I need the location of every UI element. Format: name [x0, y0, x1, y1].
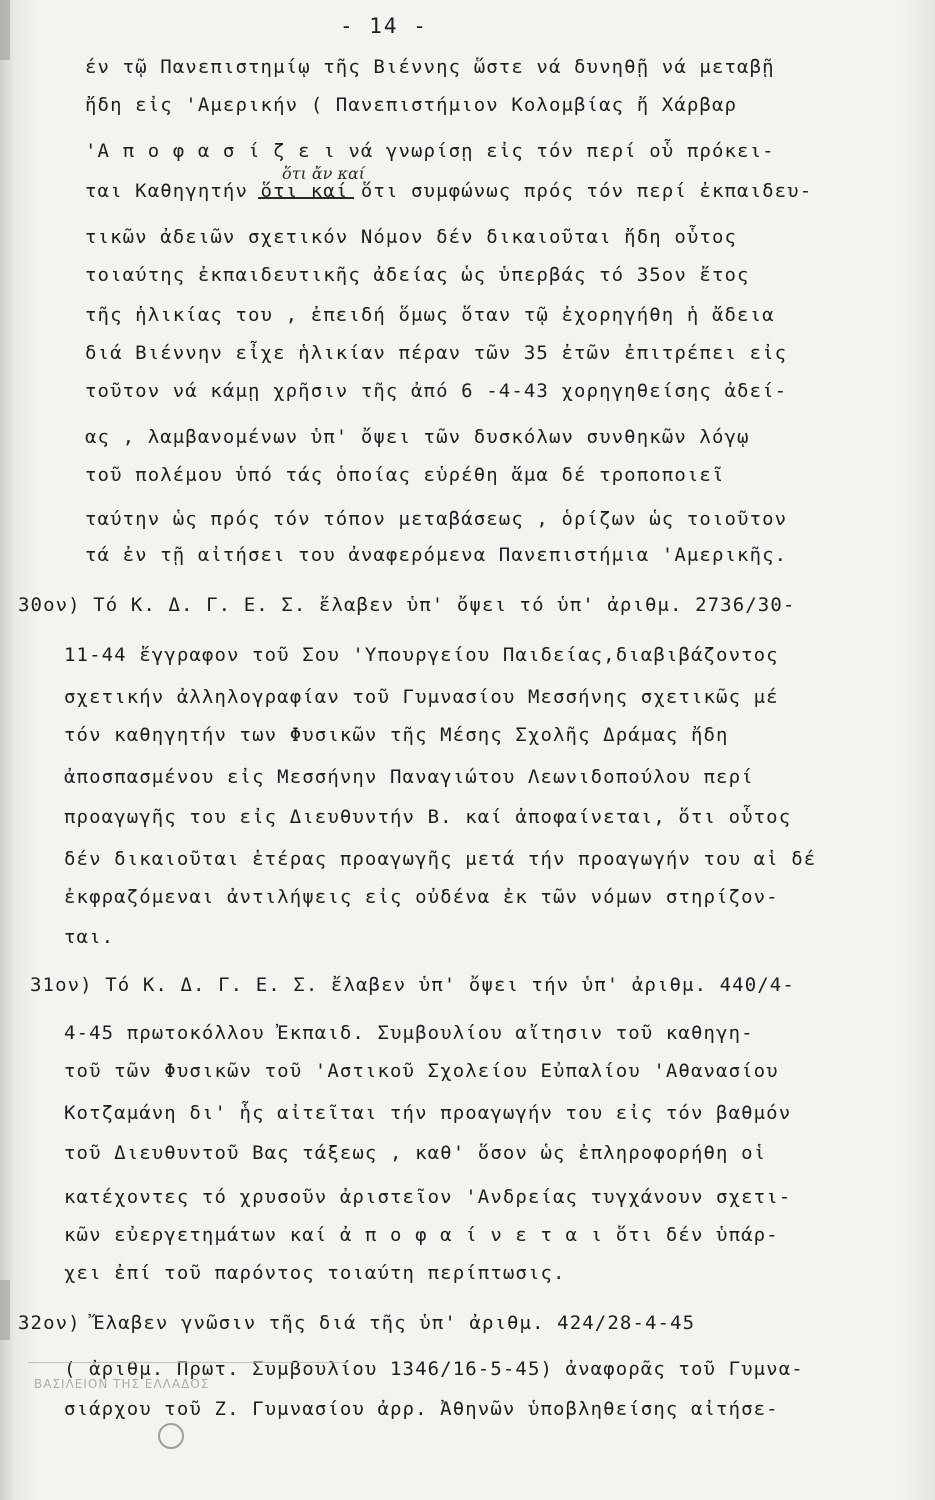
scan-edge-shadow — [0, 0, 10, 60]
text-line: διά Βιέννην εἶχε ἡλικίαν πέραν τῶν 35 ἐτῶν ἐπιτρέπει εἰς — [85, 342, 788, 364]
text-line: τοιαύτης ἐκπαιδευτικῆς ἀδείας ὡς ὑπερβάς τό 35ον ἔτος — [85, 264, 750, 286]
text-line: 11-44 ἔγγραφον τοῦ Σου 'Υπουργείου Παιδείας,διαβιβάζοντος — [64, 644, 779, 666]
text-line: τικῶν ἀδειῶν σχετικόν Νόμον δέν δικαιοῦται ἤδη οὗτος — [85, 226, 738, 248]
section-32-heading: 32ον) Ἔλαβεν γνῶσιν τῆς διά τῆς ὑπ' ἀριθμ. 424/28-4-45 — [18, 1312, 696, 1334]
official-stamp — [28, 1362, 348, 1453]
text-line: τῆς ἡλικίας του , ἐπειδή ὅμως ὅταν τῷ ἐχορηγήθη ἡ ἄδεια — [85, 304, 775, 326]
text-line: ται. — [64, 926, 115, 948]
text-line: τόν καθηγητήν των Φυσικῶν τῆς Μέσης Σχολῆς Δράμας ἤδη — [64, 724, 729, 746]
text-line: ἐκφραζόμεναι ἀντιλήψεις εἰς οὐδένα ἐκ τῶν νόμων στηρίζον- — [64, 886, 779, 908]
text-line: τοῦ πολέμου ὑπό τάς ὁποίας εὑρέθη ἅμα δέ τροποποιεῖ — [85, 464, 725, 486]
handwritten-insert: ὅτι ἄν καί — [282, 164, 366, 183]
text-line: τοῦ τῶν Φυσικῶν τοῦ 'Αστικοῦ Σχολείου Εὐπαλίου 'Αθανασίου — [64, 1060, 779, 1082]
text-line: κῶν εὐεργετημάτων καί ἀ π ο φ α ί ν ε τ α ι ὅτι δέν ὑπάρ- — [64, 1224, 779, 1246]
text-line: Κοτζαμάνη δι' ἧς αἰτεῖται τήν προαγωγήν του εἰς τόν βαθμόν — [64, 1102, 792, 1124]
text-line: ἤδη εἰς 'Αμερικήν ( Πανεπιστήμιον Κολομβίας ἤ Χάρβαρ — [85, 94, 738, 116]
scan-edge-shadow — [0, 1280, 10, 1340]
stamp-text: ΒΑΣΙΛΕΙΟΝ ΤΗΣ ΕΛΛΑΔΟΣ — [34, 1377, 210, 1391]
text-line: ταύτην ὡς πρός τόν τόπον μεταβάσεως , ὁρίζων ὡς τοιοῦτον — [85, 508, 788, 530]
section-31-heading: 31ον) Τό Κ. Δ. Γ. Ε. Σ. ἔλαβεν ὑπ' ὄψει τήν ὑπ' ἀριθμ. 440/4- — [30, 974, 795, 996]
text-line: κατέχοντες τό χρυσοῦν ἀριστεῖον 'Ανδρείας τυγχάνουν σχετι- — [64, 1186, 792, 1208]
text-line: σιάρχου τοῦ Ζ. Γυμνασίου ἀρρ. Ἀθηνῶν ὑποβληθείσης αἰτήσε- — [64, 1398, 779, 1420]
text-line: 'Α π ο φ α σ ί ζ ε ι νά γνωρίσῃ εἰς τόν περί οὗ πρόκει- — [85, 140, 775, 162]
text-line: ἀποσπασμένου εἰς Μεσσήνην Παναγιώτου Λεωνιδοπούλου περί — [64, 766, 754, 788]
text-line: προαγωγῆς του εἰς Διευθυντήν Β. καί ἀποφαίνεται, ὅτι οὗτος — [64, 806, 792, 828]
text-line: χει ἐπί τοῦ παρόντος τοιαύτη περίπτωσις. — [64, 1262, 566, 1284]
text-line: σχετικήν ἀλληλογραφίαν τοῦ Γυμνασίου Μεσσήνης σχετικῶς μέ — [64, 686, 779, 708]
text-line: 4-45 πρωτοκόλλου Ἐκπαιδ. Συμβουλίου αἴτησιν τοῦ καθηγη- — [64, 1022, 754, 1044]
page-number: - 14 - — [340, 14, 428, 38]
text-line: τά ἐν τῇ αἰτήσει του ἀναφερόμενα Πανεπιστήμια 'Αμερικῆς. — [85, 544, 788, 566]
crest-icon — [158, 1423, 184, 1449]
text-line: ας , λαμβανομένων ὑπ' ὄψει τῶν δυσκόλων συνθηκῶν λόγῳ — [85, 426, 750, 448]
text-line: δέν δικαιοῦται ἑτέρας προαγωγῆς μετά τήν προαγωγήν του αἱ δέ — [64, 848, 817, 870]
text-line: ται Καθηγητήν ὅτι καί ὅτι συμφώνως πρός τόν περί ἐκπαιδευ- — [85, 180, 813, 202]
section-30-heading: 30ον) Τό Κ. Δ. Γ. Ε. Σ. ἔλαβεν ὑπ' ὄψει τό ὑπ' ἀριθμ. 2736/30- — [18, 594, 796, 616]
text-line: τοῦτον νά κάμῃ χρῆσιν τῆς ἀπό 6 -4-43 χορηγηθείσης ἀδεί- — [85, 380, 788, 402]
text-line: έν τῷ Πανεπιστημίῳ τῆς Βιέννης ὥστε νά δυνηθῇ νά μεταβῇ — [85, 56, 775, 78]
text-line: τοῦ Διευθυντοῦ Βας τάξεως , καθ' ὅσον ὡς ἐπληροφορήθη οἱ — [64, 1142, 767, 1164]
text-line: ( ἀριθμ. Πρωτ. Συμβουλίου 1346/16-5-45) ἀναφορᾶς τοῦ Γυμνα- — [64, 1358, 804, 1380]
